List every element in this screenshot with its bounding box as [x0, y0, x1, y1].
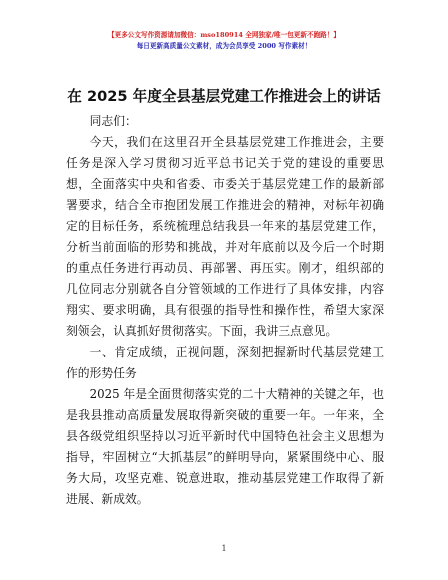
document-body [66, 111, 384, 510]
intro-paragraph: 今天，我们在这里召开全县基层党建工作推进会，主要任务是深入学习贯彻习近平总书记关于党的建设的重要思想，全面落实中央和省委、市委关于基层党建工作的最新部署要求，结合全市抱团发展工作推进会的精神，对标年初确定的目标任务，系统梳理总结我县一年来的基层党建工作，分析当前面临的形势和挑战，并对年底前以及今后一个时期的重点任务进行再动员、再部署、再压实。刚才，组织部的几位同志分别就各自分管领域的工作进行了具体安排，内容翔实、要求明确，具有很强的指导性和操作性，希望大家深刻领会，认真抓好贯彻落实。下面，我讲三点意见。 [66, 135, 384, 338]
page-number: 1 [221, 544, 227, 553]
promo-banner-line-2: 每日更新高质量公文素材，成为会员享受 2000 写作素材！ [136, 42, 312, 50]
section-paragraph: 2025 年是全面贯彻落实党的二十大精神的关键之年，也是我县推动高质量发展取得新突破的重要一年。一年来，全县各级党组织坚持以习近平新时代中国特色社会主义思想为指导，牢固树立“大抓基层”的鲜明导向，紧紧围绕中心、服务大局，攻坚克难、锐意进取，推动基层党建工作取得了新进展、新成效。 [66, 387, 384, 506]
section-heading: 一、肯定成绩，正视问题，深刻把握新时代基层党建工作的形势任务 [66, 345, 384, 380]
document-title: 在 2025 年度全县基层党建工作推进会上的讲话 [67, 88, 381, 105]
greeting: 同志们： [89, 114, 137, 128]
promo-banner-line-1: 【更多公文写作资源请加微信：mso180914 全网独家/唯一包更新不跑路！】 [108, 31, 340, 39]
